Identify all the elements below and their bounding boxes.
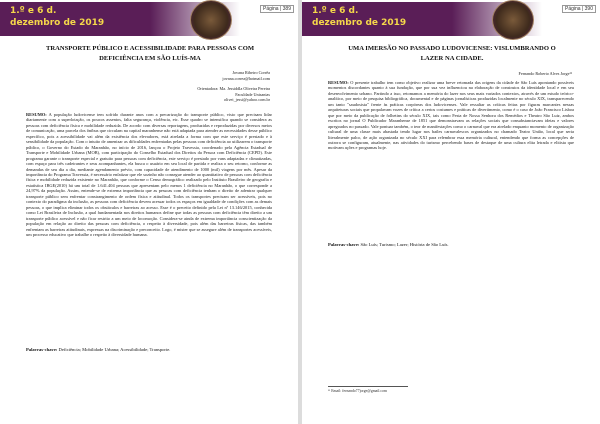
advisor-affiliation: Faculdade Unisanias bbox=[235, 91, 270, 97]
abstract bbox=[26, 112, 272, 237]
abstract-body: A população ludovicense tem sofrido durante anos com a precarização do transporte público, visto que precisam lidar diariamente com a superlotação, os poucos assentos, falta segurança, violência, etc. Esse quadro se intensifica quando se considera as pessoas com deficiência física e mobilidade reduzida. De acordo com diversas reportagens, produzidas e reproduzidas por diversos meios de comunicação, uma parcela dos ônibus que circulam na capital maranhense não está adaptada para atender as necessidades desse público específico, pois a acessibilidade vai além da existência dos elevadores, está atrelada a forma com que este serviço é prestado e à sensibilidade da população. Com o intuito de amenizar as dificuldades enfrentadas pelas pessoas com deficiência ao utilizarem o transporte público, o Governo do Estado do Maranhão, no início de 2016, lançou o Projeto Travessia, coordenado pela Agência Estadual de Transporte e Mobilidade Urbana (MOB), com participação do Conselho Estadual dos Direitos da Pessoa com Deficiência (CEPD). Este programa garante o transporte especial e gratuito para pessoas com deficiência, este serviço é prestado por vans adaptadas e climatizadas, com espaço para três cadeirantes e seus acompanhantes, ela busca o usuário em seu local de partida e realiza o seu retorno, conforme as demandas de seu dia a dia, mediante agendamento prévio, com capacidade de atendimento de 1000 (mil) viagens por mês. Apesar da importância do Programa Travessia, é necessário enfatizar que ele sozinho não consegue atender ao quantitativo de pessoas com deficiência física e mobilidade reduzida existente no Maranhão, que conforme o Censo demográfico realizado pelo Instituto Brasileiro de geografia e estatística IBGE(2010) há um total de 1.641.404 pessoas que apresentam pelo menos 1 deficiência no Maranhão, o que corresponde a 24,97% da população. Assim, entende-se de extrema importância que as pessoas com deficiência tenham o direito de adentrar qualquer transporte público sem enfrentar constrangimento de ordem física e atitudinal. Todos os transportes precisam ser acessíveis, pois no contexto do paradigma da inclusão, as pessoas com deficiência devem acessar todos os espaços em igualdade de condições com as demais pessoas, o que implica eliminar todos os obstáculos e barreiras ao acesso. Esse é o preceito definido pela Lei nº 13.146/2015, conhecida como Lei Brasileira de Inclusão, a qual fundamentada nos direitos humanos define que todas as pessoas com deficiência têm direito a um transporte público acessível e não ficar restrito a um meio de locomoção. Considera-se ainda de extrema importância conscientização da população em relação ao direito das pessoas com deficiência, o respeito à diversidade, pois além das barreiras físicas, das também enfrentam as barreiras atitudinais, expressas na discriminação e preconceito. Logo, é mister que se assegure além de transportes acessíveis, um processo educativo que trabalhe o respeito à diversidade humana. bbox=[26, 112, 272, 237]
paper-title: UMA IMERSÃO NO PASSADO LUDOVICENSE: VISLUMBRANDO O LAZER NA CIDADE. bbox=[348, 45, 556, 62]
advisor-name: Orientadora: Ma. Jessiddla Oliveira Pereira bbox=[197, 86, 270, 92]
page-number: Página | 390 bbox=[562, 5, 596, 13]
author-email: jovana.correa@hotmail.com bbox=[222, 75, 270, 81]
footnote-divider bbox=[328, 386, 408, 387]
author-name: Fernando Roberto Alves Jorge¹¹ bbox=[518, 71, 572, 76]
keywords-list: São Luís; Turismo; Lazer; História de São Luís. bbox=[359, 242, 449, 247]
keywords-list: Deficiência; Mobilidade Urbana; Acessibilidade; Transporte. bbox=[57, 347, 171, 352]
page-left bbox=[0, 0, 298, 424]
paper-title: TRANSPORTE PÚBLICO E ACESSIBILIDADE PARA PESSOAS COM DEFICIÊNCIA EM SÃO LUÍS-MA bbox=[45, 45, 255, 62]
abstract-body: O presente trabalho tem como objetivo realizar uma breve retomada das origens da cidade de São Luís apontando possíveis momentos discordantes quanto à sua fundação, que por sua vez influenciou na elaboração de construtos da identidade local e em seu desenvolvimento urbano. Partindo a isso, retomamos a memória do lazer nos seus mais variados contextos, através de um estudo teórico-analítico, por meio de pesquisa bibliográfica, documental e de páginas jornalísticas produzidas localmente no século XIX, transparecendo um tanto "saudosista" frente às práticas corpóreas dos ludovicenses. Vale ressaltar as críticas feitas por figuras marcantes nessas arquiteturas sociais que propalavam vozes de crítica a certos costumes e práticas de divertimento, como é o caso de João Francisco Lisboa que por meio da publicação de folhetins do século XIX, tais como Festa de Nossa Senhora dos Remédios e Theatro São Luiz, ambos escritos no jornal O Publicador Maranhense de 1851 que demonstravam as relações sociais que consubstanciavam ideias e valores apregoados no passado. Vale pontuar também, o teor de manifestações como o carnaval que era atrelado enquanto momento de organização cultural de uma classe mais abastada tendo lugar nos bailes carnavalescos organizados no chamado Teatro União, local que seria literalmente palco, de ação organizada no século XXI para relembrar essa memória cultural, entendendo que forma as concepções de outrora se configuram, atualmente, nas atividades do turismo percebendo bases de destaque de uma cultura elita letrada e elitista que motivam ações e programas hoje. bbox=[328, 80, 574, 151]
abstract-label: RESUMO: bbox=[328, 80, 349, 85]
page-number: Página | 389 bbox=[260, 5, 294, 13]
author-block bbox=[120, 70, 270, 103]
banner-dates: 1.º e 6 d. dezembro de 2019 bbox=[312, 6, 407, 28]
keywords bbox=[328, 242, 574, 248]
banner-dates: 1.º e 6 d. dezembro de 2019 bbox=[10, 6, 105, 28]
event-emblem-icon bbox=[190, 0, 232, 40]
author-block bbox=[422, 71, 572, 77]
abstract-label: RESUMO: bbox=[26, 112, 47, 117]
author-name: Jovana Ribeiro Corrêa bbox=[232, 70, 270, 75]
advisor-email: olivei_jessi@yahoo.com.br bbox=[224, 97, 270, 103]
page-right bbox=[302, 0, 600, 424]
keywords-label: Palavras-chave: bbox=[26, 347, 58, 352]
footnote: ¹¹ Email: fernando77jorge@gmail.com bbox=[328, 389, 387, 393]
abstract bbox=[328, 80, 574, 151]
keywords bbox=[26, 347, 272, 353]
event-emblem-icon bbox=[492, 0, 534, 40]
keywords-label: Palavras-chave: bbox=[328, 242, 360, 247]
